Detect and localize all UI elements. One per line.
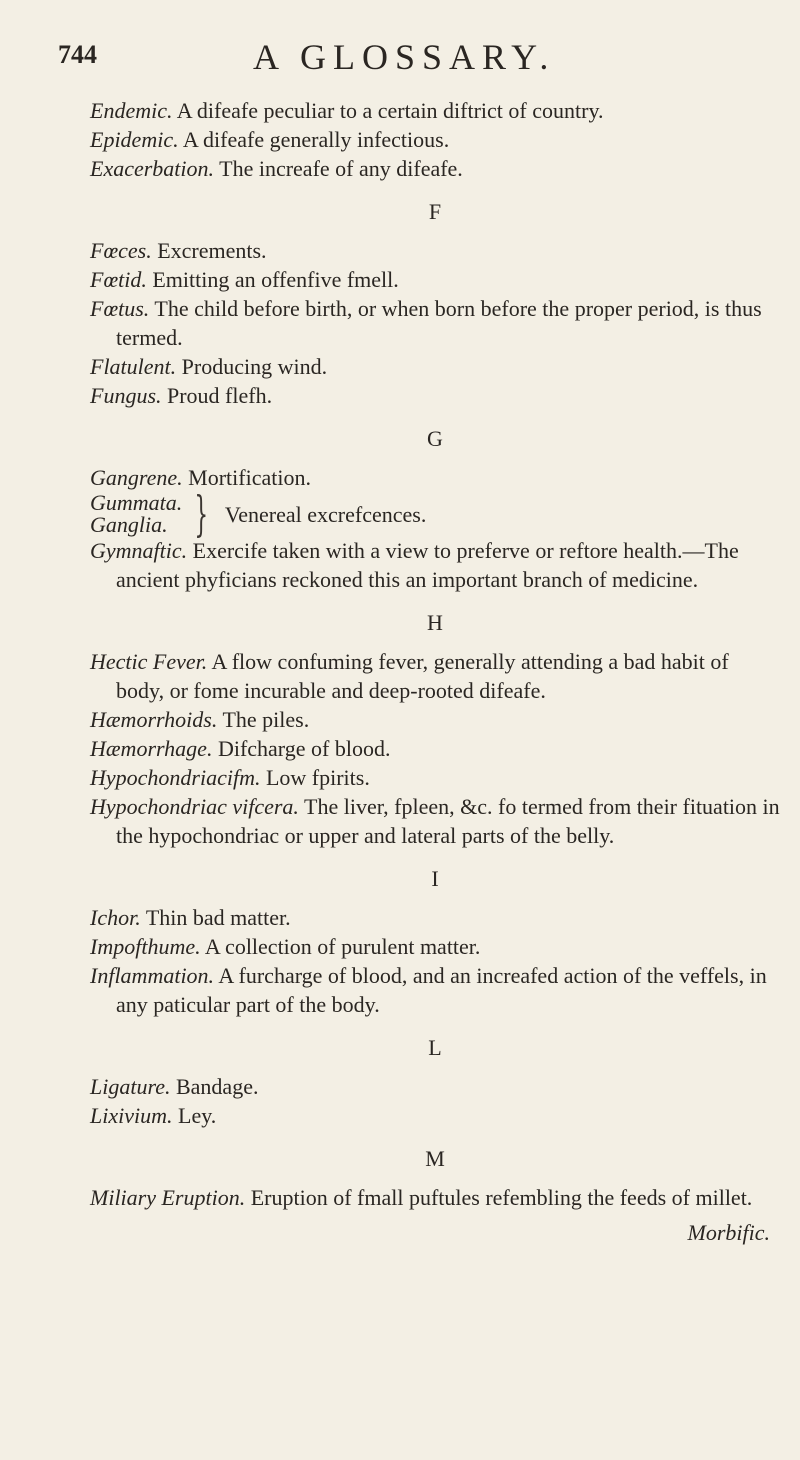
entry-definition: Venereal excrefcences. [224, 501, 427, 527]
glossary-entry [90, 705, 780, 734]
glossary-entry [90, 763, 780, 792]
entry-term: Hypochondriac vifcera. [90, 794, 299, 819]
glossary-entry [90, 932, 780, 961]
entry-term: Hypochondriacifm. [90, 765, 261, 790]
section-letter: I [431, 866, 439, 891]
running-head: A GLOSSARY. [253, 37, 556, 77]
entry-term: Fungus. [90, 383, 162, 408]
glossary-entry [90, 961, 780, 1019]
entry-term: Gangrene. [90, 465, 183, 490]
entry-definition: Low fpirits. [260, 765, 370, 790]
entry-term: Epidemic. [90, 127, 179, 152]
section-f [90, 197, 780, 410]
entry-definition: Exercife taken with a view to preferve or reftore health.—The ancient phyficians reckoned this an important branch of medicine. [116, 538, 739, 592]
entry-term: Hæmorrhage. [90, 736, 213, 761]
glossary-entry [90, 647, 780, 705]
section-h [90, 608, 780, 850]
section-letter: H [427, 610, 443, 635]
glossary-entry [90, 352, 780, 381]
entry-term: Ichor. [90, 905, 141, 930]
glossary-entry [90, 265, 780, 294]
entry-term: Lixivium. [90, 1103, 173, 1128]
glossary-entry [90, 903, 780, 932]
section-letter: F [428, 199, 442, 224]
entry-term: Gummata. [90, 490, 183, 515]
glossary-entry [90, 1183, 780, 1212]
section-letter: G [427, 426, 443, 451]
entry-term: Fœces. [90, 238, 152, 263]
glossary-entry [90, 96, 780, 125]
entry-term: Ligature. [90, 1074, 171, 1099]
entry-definition: Excrements. [151, 238, 267, 263]
section-e [90, 96, 780, 183]
section-l [90, 1033, 780, 1130]
entry-term: Miliary Eruption. [90, 1185, 246, 1210]
entry-term: Fœtus. [90, 296, 150, 321]
entry-definition: Bandage. [170, 1074, 259, 1099]
entry-term: Impofthume. [90, 934, 201, 959]
catchword: Morbific. [687, 1220, 770, 1245]
glossary-entry [90, 236, 780, 265]
entry-term: Fœtid. [90, 267, 147, 292]
entry-definition: A furcharge of blood, and an increafed action of the veffels, in any paticular part of the body. [116, 963, 767, 1017]
entry-term: Exacerbation. [90, 156, 215, 181]
page-number: 744 [58, 40, 97, 69]
entry-definition: Proud flefh. [161, 383, 273, 408]
section-g [90, 424, 780, 594]
glossary-entry [90, 154, 780, 183]
entry-definition: Mortification. [182, 465, 311, 490]
entry-definition: A difeafe generally infectious. [178, 127, 450, 152]
entry-definition: A difeafe peculiar to a certain diftrict of country. [172, 98, 604, 123]
brace-symbol: } [194, 486, 209, 542]
glossary-body [90, 96, 780, 1247]
entry-definition: Eruption of fmall puftules refembling the feeds of millet. [245, 1185, 753, 1210]
bracket-terms [90, 492, 182, 536]
entry-definition: A collection of purulent matter. [200, 934, 481, 959]
entry-definition: A flow confuming fever, generally attending a bad habit of body, or fome incurable and deep-rooted difeafe. [116, 649, 729, 703]
glossary-entry [90, 381, 780, 410]
entry-definition: Thin bad matter. [140, 905, 291, 930]
entry-definition: The child before birth, or when born before the proper period, is thus termed. [116, 296, 762, 350]
entry-term: Hæmorrhoids. [90, 707, 218, 732]
glossary-entry [90, 294, 780, 352]
entry-definition: The increafe of any difeafe. [214, 156, 463, 181]
entry-term: Flatulent. [90, 354, 177, 379]
page-header [58, 36, 760, 86]
section-letter: L [428, 1035, 442, 1060]
entry-term: Endemic. [90, 98, 173, 123]
section-m [90, 1144, 780, 1212]
section-letter: M [425, 1146, 445, 1171]
section-i [90, 864, 780, 1019]
glossary-entry [90, 125, 780, 154]
glossary-entry [90, 1072, 780, 1101]
glossary-entry [90, 792, 780, 850]
entry-definition: Emitting an offenfive fmell. [146, 267, 399, 292]
glossary-entry [90, 536, 780, 594]
entry-term: Ganglia. [90, 512, 168, 537]
glossary-entry [90, 1101, 780, 1130]
entry-term: Gymnaftic. [90, 538, 188, 563]
entry-definition: Ley. [172, 1103, 217, 1128]
entry-definition: Difcharge of blood. [212, 736, 391, 761]
entry-definition: The liver, fpleen, &c. fo termed from their fituation in the hypochondriac or upper and lateral parts of the belly. [116, 794, 780, 848]
entry-term: Hectic Fever. [90, 649, 208, 674]
entry-term: Inflammation. [90, 963, 215, 988]
entry-definition: Producing wind. [176, 354, 328, 379]
bracketed-entry [90, 486, 780, 542]
glossary-entry [90, 734, 780, 763]
entry-definition: The piles. [217, 707, 310, 732]
